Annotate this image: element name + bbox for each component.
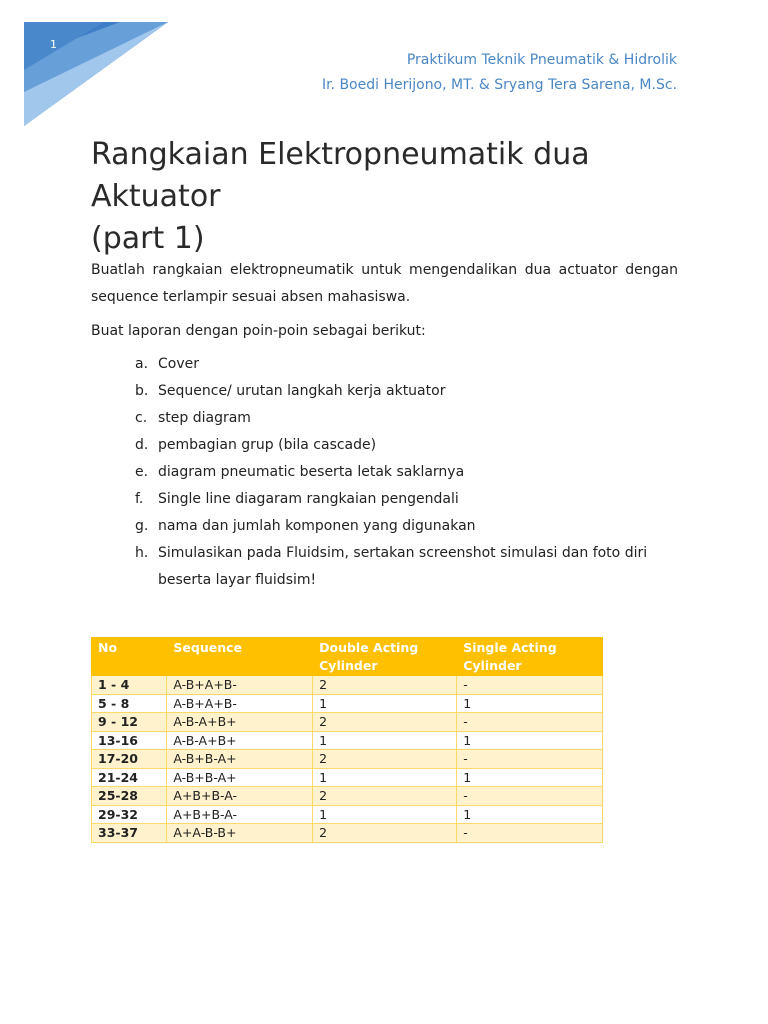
list-marker: c. (135, 410, 148, 426)
cell-no: 9 - 12 (92, 713, 167, 732)
list-item-text: step diagram (158, 410, 251, 426)
list-item (135, 486, 678, 513)
report-points-list (135, 351, 678, 594)
cell-sequence: A+A-B-B+ (167, 824, 313, 843)
table-row (92, 805, 603, 824)
cell-single-acting: 1 (457, 694, 603, 713)
cell-double-acting: 1 (313, 694, 457, 713)
cell-single-acting: - (457, 787, 603, 806)
table-row (92, 676, 603, 695)
cell-no: 13-16 (92, 731, 167, 750)
cell-sequence: A-B-A+B+ (167, 713, 313, 732)
list-item-text: nama dan jumlah komponen yang digunakan (158, 518, 476, 534)
cell-double-acting: 2 (313, 713, 457, 732)
cell-double-acting: 2 (313, 676, 457, 695)
cell-double-acting: 1 (313, 805, 457, 824)
intro-paragraph: Buatlah rangkaian elektropneumatik untuk mengendalikan dua actuator dengan sequence terlampir sesuai absen mahasiswa. (91, 262, 678, 305)
title-line-2: (part 1) (91, 221, 205, 256)
list-item-text: diagram pneumatic beserta letak saklarnya (158, 464, 465, 480)
points-heading: Buat laporan dengan poin-poin sebagai berikut: (91, 323, 426, 339)
list-marker: h. (135, 545, 149, 561)
table-row (92, 750, 603, 769)
table-header-row (92, 638, 603, 676)
document-header (322, 48, 677, 98)
column-header-double-acting: Double Acting Cylinder (313, 638, 457, 676)
table-row (92, 787, 603, 806)
cell-sequence: A-B+A+B- (167, 694, 313, 713)
list-item (135, 459, 678, 486)
cell-single-acting: 1 (457, 805, 603, 824)
list-item-text: Single line diagaram rangkaian pengendali (158, 491, 459, 507)
cell-no: 33-37 (92, 824, 167, 843)
cell-sequence: A-B+B-A+ (167, 750, 313, 769)
cell-no: 17-20 (92, 750, 167, 769)
cell-single-acting: - (457, 713, 603, 732)
cell-single-acting: - (457, 824, 603, 843)
cell-double-acting: 1 (313, 731, 457, 750)
list-item (135, 378, 678, 405)
list-item (135, 405, 678, 432)
table-row (92, 713, 603, 732)
list-marker: a. (135, 356, 149, 372)
cell-no: 1 - 4 (92, 676, 167, 695)
list-item-text: pembagian grup (bila cascade) (158, 437, 377, 453)
table-row (92, 768, 603, 787)
list-item-text: Simulasikan pada Fluidsim, sertakan screenshot simulasi dan foto diri beserta layar fluidsim! (158, 545, 648, 588)
list-item (135, 513, 678, 540)
cell-sequence: A+B+B-A- (167, 787, 313, 806)
cell-double-acting: 2 (313, 787, 457, 806)
cell-sequence: A-B-A+B+ (167, 731, 313, 750)
title-line-1: Rangkaian Elektropneumatik dua Aktuator (91, 137, 590, 214)
cell-no: 25-28 (92, 787, 167, 806)
column-header-single-acting: Single Acting Cylinder (457, 638, 603, 676)
table-row (92, 731, 603, 750)
cell-single-acting: 1 (457, 768, 603, 787)
cell-no: 5 - 8 (92, 694, 167, 713)
table-row (92, 694, 603, 713)
list-item (135, 540, 678, 594)
page-number: 1 (50, 38, 57, 51)
list-marker: g. (135, 518, 149, 534)
sequence-table (91, 637, 603, 843)
corner-decoration (0, 0, 170, 130)
list-item-text: Cover (158, 356, 199, 372)
cell-single-acting: - (457, 676, 603, 695)
table-row (92, 824, 603, 843)
cell-no: 21-24 (92, 768, 167, 787)
cell-single-acting: - (457, 750, 603, 769)
column-header-no: No (92, 638, 167, 676)
list-marker: b. (135, 383, 149, 399)
cell-no: 29-32 (92, 805, 167, 824)
list-marker: d. (135, 437, 149, 453)
cell-double-acting: 1 (313, 768, 457, 787)
page-title (91, 134, 691, 260)
column-header-sequence: Sequence (167, 638, 313, 676)
list-item-text: Sequence/ urutan langkah kerja aktuator (158, 383, 446, 399)
cell-sequence: A+B+B-A- (167, 805, 313, 824)
cell-sequence: A-B+B-A+ (167, 768, 313, 787)
cell-single-acting: 1 (457, 731, 603, 750)
list-item (135, 351, 678, 378)
cell-double-acting: 2 (313, 824, 457, 843)
list-marker: f. (135, 491, 144, 507)
cell-double-acting: 2 (313, 750, 457, 769)
list-item (135, 432, 678, 459)
header-authors: Ir. Boedi Herijono, MT. & Sryang Tera Sarena, M.Sc. (321, 77, 677, 93)
list-marker: e. (135, 464, 149, 480)
cell-sequence: A-B+A+B- (167, 676, 313, 695)
header-course: Praktikum Teknik Pneumatik & Hidrolik (406, 52, 677, 68)
